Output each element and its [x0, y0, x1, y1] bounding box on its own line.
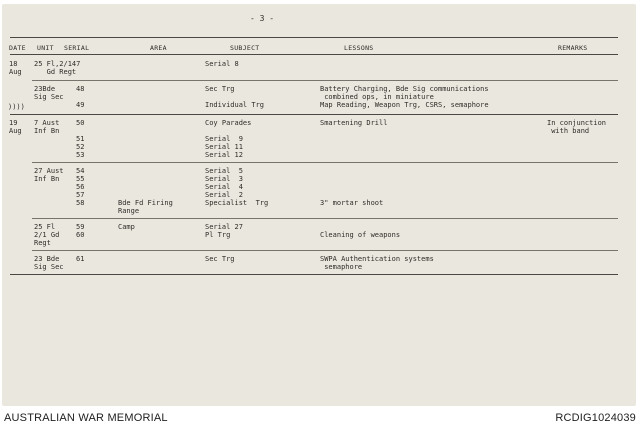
- row4-serial: 54 55 56 57 58: [76, 167, 85, 207]
- row1-unit: 25 Fl,2/147 Gd Regt: [34, 60, 81, 76]
- row1-divider: [32, 80, 618, 81]
- header-lessons: LESSONS: [344, 44, 374, 52]
- row3-unit: 7 Aust Inf Bn: [34, 119, 60, 135]
- row6-serial: 61: [76, 255, 85, 263]
- row2-unit: 23Bde Sig Sec: [34, 85, 64, 101]
- header-serial: SERIAL: [64, 44, 90, 52]
- row2-divider: [10, 114, 618, 115]
- row4-lessons: 3" mortar shoot: [320, 199, 384, 207]
- row3-remarks: In conjunction with band: [547, 119, 607, 135]
- row6-subject: Sec Trg: [205, 255, 235, 263]
- row3-subject: Coy Parades Serial 9 Serial 11 Serial 12: [205, 119, 252, 159]
- header-area: AREA: [150, 44, 167, 52]
- row4-area: Bde Fd Firing Range: [118, 199, 173, 215]
- row5-divider: [32, 250, 618, 251]
- document-page: [2, 4, 636, 406]
- header-unit: UNIT: [37, 44, 54, 52]
- table-bottom-rule: [10, 274, 618, 275]
- header-date: DATE: [9, 44, 26, 52]
- row5-subject: Serial 27 Pl Trg: [205, 223, 243, 239]
- row2-serial: 48 49: [76, 85, 85, 109]
- row1-subject: Serial 8: [205, 60, 239, 68]
- row3-divider: [32, 162, 618, 163]
- row3-serial: 50 51 52 53: [76, 119, 85, 159]
- row2-lessons: Battery Charging, Bde Sig communications combined ops, in miniature Map Reading, Weapon Trg, CSRS, semaphore: [320, 85, 489, 109]
- row5-lessons: Cleaning of weapons: [320, 231, 401, 239]
- row6-unit: 23 Bde Sig Sec: [34, 255, 64, 271]
- page-number: - 3 -: [250, 14, 275, 23]
- header-rule-top: [10, 37, 618, 38]
- row2-subject: Sec Trg Individual Trg: [205, 85, 265, 109]
- header-rule-bottom: [10, 54, 618, 55]
- row5-area: Camp: [118, 223, 135, 231]
- row2-margin-mark: )))): [8, 103, 25, 111]
- row6-lessons: SWPA Authentication systems semaphore: [320, 255, 434, 271]
- footer-source: AUSTRALIAN WAR MEMORIAL: [4, 412, 168, 424]
- row3-lessons: Smartening Drill: [320, 119, 388, 127]
- footer-record-id: RCDIG1024039: [555, 412, 636, 424]
- row4-divider: [32, 218, 618, 219]
- row4-subject: Serial 5 Serial 3 Serial 4 Serial 2 Specialist Trg: [205, 167, 269, 207]
- header-subject: SUBJECT: [230, 44, 260, 52]
- row5-serial: 59 60: [76, 223, 85, 239]
- row5-unit: 25 Fl 2/1 Gd Regt: [34, 223, 60, 247]
- row3-date: 19 Aug: [9, 119, 22, 135]
- row1-date: 18 Aug: [9, 60, 22, 76]
- row4-unit: 27 Aust Inf Bn: [34, 167, 64, 183]
- header-remarks: REMARKS: [558, 44, 588, 52]
